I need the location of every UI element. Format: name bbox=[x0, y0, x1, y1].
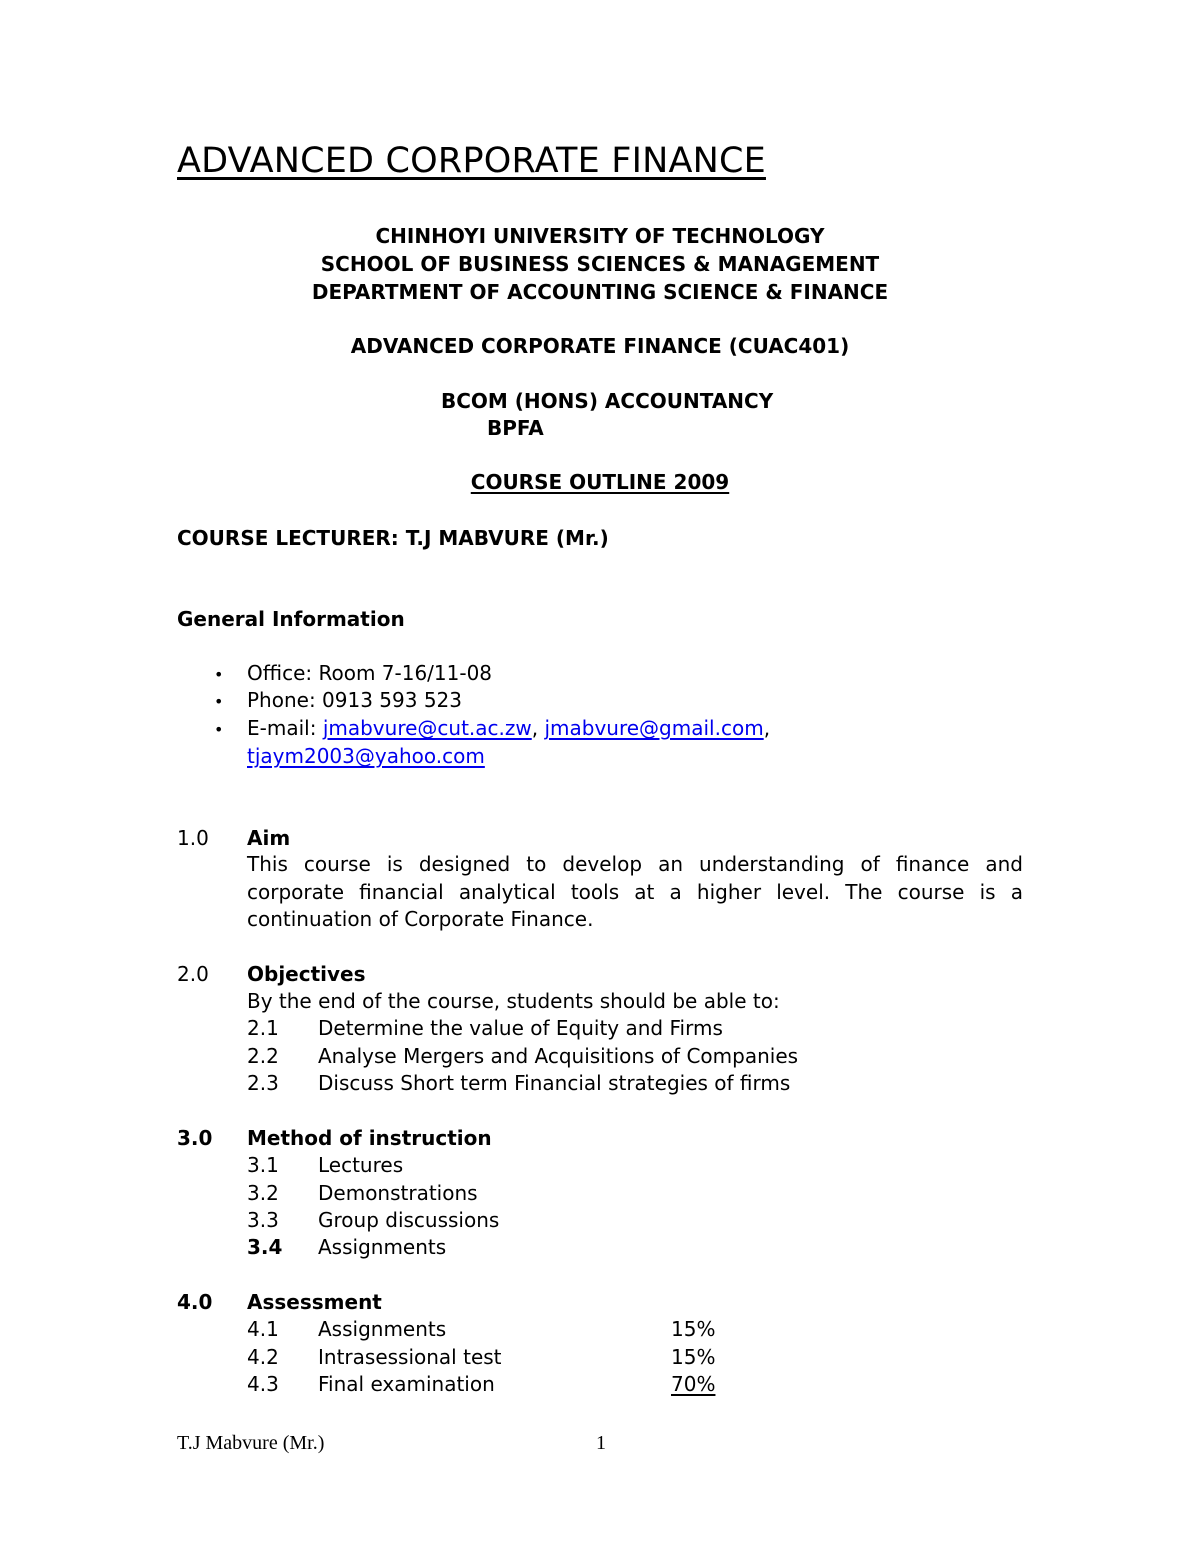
programme-2: BPFA bbox=[487, 416, 544, 440]
method-item-text: Group discussions bbox=[318, 1208, 500, 1232]
department-name: DEPARTMENT OF ACCOUNTING SCIENCE & FINANCE bbox=[311, 280, 889, 304]
general-info-heading: General Information bbox=[177, 607, 405, 631]
document-title: ADVANCED CORPORATE FINANCE bbox=[177, 141, 766, 181]
programme-1: BCOM (HONS) ACCOUNTANCY bbox=[441, 389, 774, 413]
university-name: CHINHOYI UNIVERSITY OF TECHNOLOGY bbox=[375, 224, 825, 248]
email-link-cut[interactable]: jmabvure@cut.ac.zw bbox=[322, 716, 532, 740]
email-label: E-mail: bbox=[247, 716, 317, 740]
bullet-icon: • bbox=[214, 692, 224, 711]
assessment-item-text: Assignments bbox=[318, 1317, 447, 1341]
email-link-yahoo[interactable]: tjaym2003@yahoo.com bbox=[247, 744, 485, 768]
assessment-item-text: Final examination bbox=[318, 1372, 495, 1396]
office-info: Office: Room 7-16/11-08 bbox=[247, 661, 493, 685]
method-item-number: 3.4 bbox=[247, 1235, 283, 1259]
objective-number: 2.2 bbox=[247, 1044, 279, 1068]
assessment-item-number: 4.2 bbox=[247, 1345, 279, 1369]
assessment-item-weight: 15% bbox=[671, 1317, 716, 1341]
assessment-heading: Assessment bbox=[247, 1290, 382, 1314]
method-item-text: Lectures bbox=[318, 1153, 404, 1177]
email-link-gmail[interactable]: jmabvure@gmail.com bbox=[544, 716, 764, 740]
footer-author: T.J Mabvure (Mr.) bbox=[177, 1432, 325, 1454]
aim-text: This course is designed to develop an understanding of finance and corporate financial analytical tools at a higher level. The course is a continuation of Corporate Finance. bbox=[247, 852, 1023, 931]
bullet-icon: • bbox=[214, 720, 224, 739]
assessment-item-text: Intrasessional test bbox=[318, 1345, 502, 1369]
course-outline-heading: COURSE OUTLINE 2009 bbox=[470, 470, 730, 494]
lecturer-line: COURSE LECTURER: T.J MABVURE (Mr.) bbox=[177, 526, 609, 550]
email-line: E-mail: jmabvure@cut.ac.zw, jmabvure@gmail.com, bbox=[247, 716, 771, 740]
aim-heading: Aim bbox=[247, 826, 291, 850]
assessment-number: 4.0 bbox=[177, 1290, 213, 1314]
school-name: SCHOOL OF BUSINESS SCIENCES & MANAGEMENT bbox=[320, 252, 880, 276]
objectives-number: 2.0 bbox=[177, 962, 209, 986]
assessment-item-number: 4.3 bbox=[247, 1372, 279, 1396]
course-code: ADVANCED CORPORATE FINANCE (CUAC401) bbox=[350, 334, 850, 358]
method-heading: Method of instruction bbox=[247, 1126, 492, 1150]
objectives-heading: Objectives bbox=[247, 962, 366, 986]
method-item-number: 3.2 bbox=[247, 1181, 279, 1205]
bullet-icon: • bbox=[214, 665, 224, 684]
aim-number: 1.0 bbox=[177, 826, 209, 850]
lecturer-name: T.J MABVURE (Mr.) bbox=[405, 526, 609, 550]
page-number: 1 bbox=[596, 1432, 606, 1454]
objective-number: 2.3 bbox=[247, 1071, 279, 1095]
assessment-item-weight: 15% bbox=[671, 1345, 716, 1369]
objective-number: 2.1 bbox=[247, 1016, 279, 1040]
assessment-item-weight: 70% bbox=[671, 1372, 716, 1396]
email-line-2 bbox=[247, 744, 485, 768]
objective-text: Discuss Short term Financial strategies of firms bbox=[318, 1071, 791, 1095]
lecturer-label: COURSE LECTURER bbox=[177, 526, 391, 550]
phone-info: Phone: 0913 593 523 bbox=[247, 688, 463, 712]
method-item-number: 3.1 bbox=[247, 1153, 279, 1177]
objective-text: Determine the value of Equity and Firms bbox=[318, 1016, 723, 1040]
assessment-item-number: 4.1 bbox=[247, 1317, 279, 1341]
method-item-text: Demonstrations bbox=[318, 1181, 478, 1205]
method-item-text: Assignments bbox=[318, 1235, 447, 1259]
method-item-number: 3.3 bbox=[247, 1208, 279, 1232]
method-number: 3.0 bbox=[177, 1126, 213, 1150]
objective-text: Analyse Mergers and Acquisitions of Companies bbox=[318, 1044, 799, 1068]
objectives-intro: By the end of the course, students should be able to: bbox=[247, 989, 780, 1013]
